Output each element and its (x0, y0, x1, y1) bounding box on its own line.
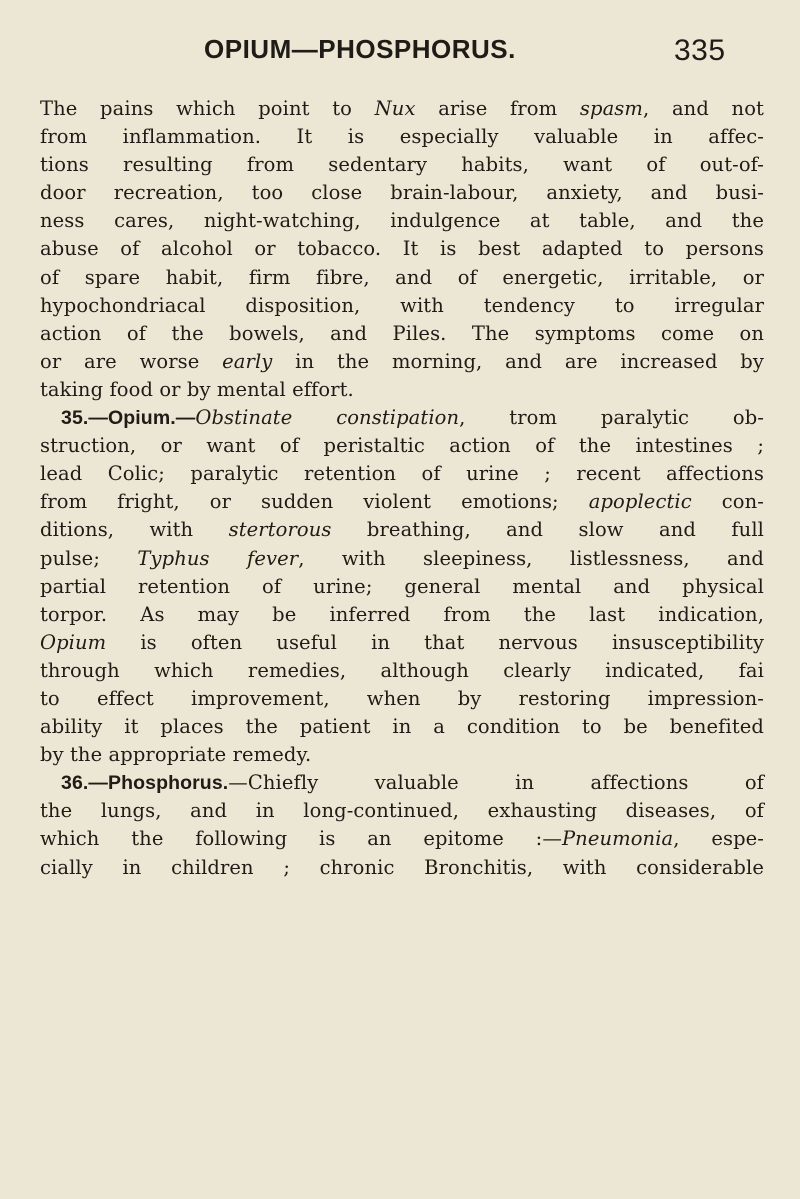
text-line: ness cares, night-watching, indulgence at table, and the (40, 209, 764, 233)
text-line: hypochondriacal disposition, with tendency to irregular (40, 293, 764, 317)
text-line: torpor. As may be inferred from the last indication, (40, 602, 764, 626)
text-line: The pains which point to Nux arise from spasm, and not (40, 97, 764, 120)
text-line: through which remedies, although clearly indicated, fai (40, 658, 764, 682)
text-line: which the following is an epitome :—Pneumonia, espe- (40, 827, 764, 851)
text-line: taking food or by mental effort. (40, 377, 354, 401)
page-header (0, 34, 800, 74)
text-line: by the appropriate remedy. (40, 743, 312, 767)
text-line: Opium is often useful in that nervous insusceptibility (40, 630, 764, 654)
page-number: 335 (674, 34, 726, 67)
text-line: struction, or want of peristaltic action of the intestines ; (40, 434, 764, 458)
text-line: cially in children ; chronic Bronchitis, with considerable (40, 855, 764, 879)
text-line: of spare habit, firm fibre, and of energetic, irritable, or (40, 265, 764, 289)
text-line: ability it places the patient in a condition to be benefited (40, 715, 764, 739)
text-line: door recreation, too close brain-labour, anxiety, and busi- (40, 181, 764, 205)
text-line: action of the bowels, and Piles. The symptoms come on (40, 321, 764, 345)
text-line: abuse of alcohol or tobacco. It is best adapted to persons (40, 237, 764, 261)
body-text (40, 95, 764, 882)
text-line: tions resulting from sedentary habits, want of out-of- (40, 153, 764, 177)
section-heading-opium: 35.—Opium.—Obstinate constipation, trom paralytic ob- (61, 406, 764, 430)
text-line: ditions, with stertorous breathing, and slow and full (40, 518, 764, 542)
text-line: partial retention of urine; general mental and physical (40, 574, 764, 598)
text-line: or are worse early in the morning, and are increased by (40, 349, 764, 373)
text-line: pulse; Typhus fever, with sleepiness, listlessness, and (40, 546, 764, 570)
running-head: OPIUM—PHOSPHORUS. (204, 34, 516, 64)
text-line: from fright, or sudden violent emotions; apoplectic con- (40, 490, 764, 514)
text-line: from inflammation. It is especially valuable in affec- (40, 125, 764, 149)
section-heading-phosphorus: 36.—Phosphorus.—Chiefly valuable in affections of (61, 771, 764, 795)
text-line: the lungs, and in long-continued, exhausting diseases, of (40, 799, 764, 823)
text-line: to effect improvement, when by restoring impression- (40, 686, 764, 710)
text-line: lead Colic; paralytic retention of urine ; recent affections (40, 462, 764, 486)
